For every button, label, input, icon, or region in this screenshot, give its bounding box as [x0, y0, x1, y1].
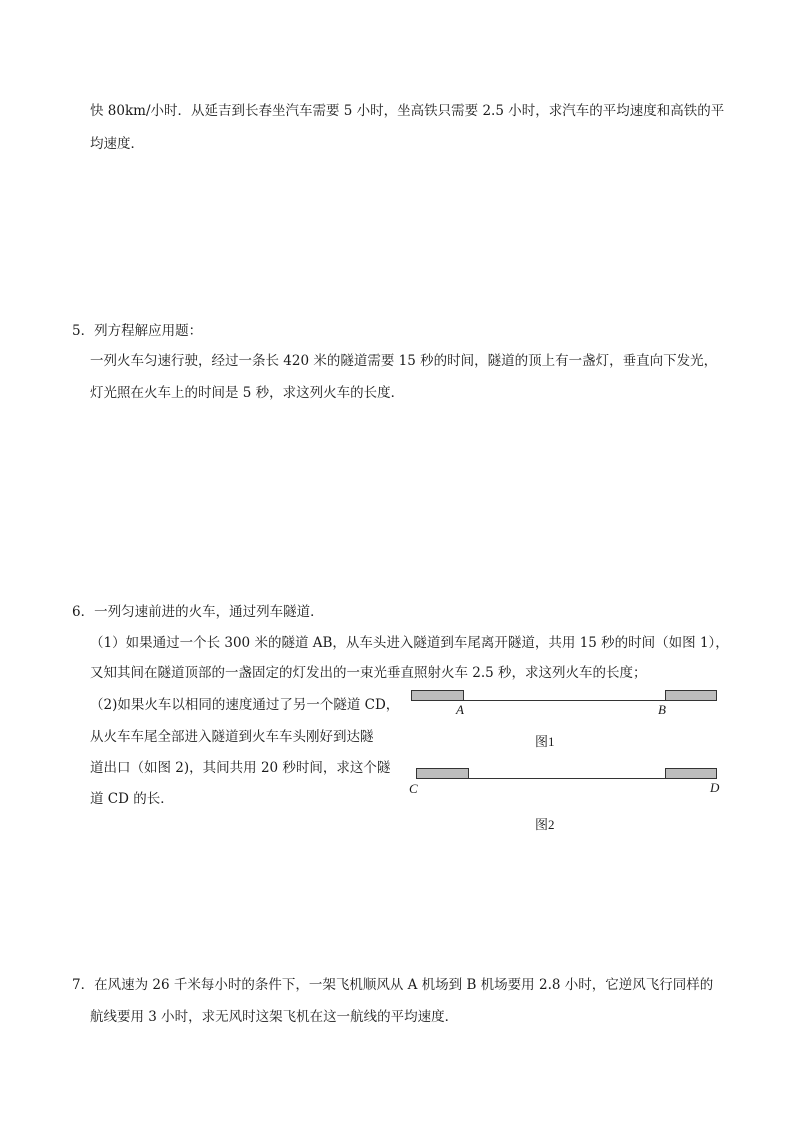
q5-title: 5．列方程解应用题： — [72, 323, 203, 339]
q5-text-line1: 一列火车匀速行驶，经过一条长 420 米的隧道需要 15 秒的时间，隧道的顶上有一盏灯，垂直向下发光， — [90, 353, 718, 369]
tunnel-entrance-block-2 — [416, 768, 469, 779]
point-b-label: B — [658, 702, 666, 717]
q6-part2-line1: （2)如果火车以相同的速度通过了另一个隧道 CD， — [90, 697, 400, 713]
tunnel-cd-line — [469, 778, 666, 779]
tunnel-ab-line — [464, 700, 666, 701]
q6-part1-line2: 又知其间在隧道顶部的一盏固定的灯发出的一束光垂直照射火车 2.5 秒，求这列火车的长度； — [90, 665, 647, 681]
q4-text-line1: 快 80km/小时．从延吉到长春坐汽车需要 5 小时，坐高铁只需要 2.5 小时，求汽车的平均速度和高铁的平 — [90, 103, 725, 119]
tunnel-exit-block-2 — [665, 768, 717, 779]
tunnel-exit-block-1 — [665, 690, 717, 701]
q6-part2-line2: 从火车车尾全部进入隧道到火车车头刚好到达隧 — [90, 729, 374, 745]
q7-text-line1: 7．在风速为 26 千米每小时的条件下，一架飞机顺风从 A 机场到 B 机场要用 2.8 小时，它逆风飞行同样的 — [72, 977, 714, 993]
q6-part1-line1: （1）如果通过一个长 300 米的隧道 AB，从车头进入隧道到车尾离开隧道，共用 15 秒的时间（如图 1）， — [90, 635, 729, 651]
point-a-label: A — [456, 702, 464, 717]
point-d-label: D — [710, 780, 720, 795]
q6-part2-line4: 道 CD 的长． — [90, 791, 174, 807]
q6-title: 6．一列匀速前进的火车，通过列车隧道． — [72, 604, 324, 620]
q5-text-line2: 灯光照在火车上的时间是 5 秒，求这列火车的长度． — [90, 385, 405, 401]
q6-part2-line3: 道出口（如图 2)，其间共用 20 秒时间，求这个隧 — [90, 760, 391, 776]
q7-text-line2: 航线要用 3 小时，求无风时这架飞机在这一航线的平均速度． — [90, 1009, 459, 1025]
figure-1-caption: 图1 — [535, 734, 555, 749]
figure-2-caption: 图2 — [535, 817, 555, 832]
tunnel-entrance-block-1 — [411, 690, 464, 701]
point-c-label: C — [409, 781, 418, 796]
q4-text-line2: 均速度． — [90, 136, 144, 152]
